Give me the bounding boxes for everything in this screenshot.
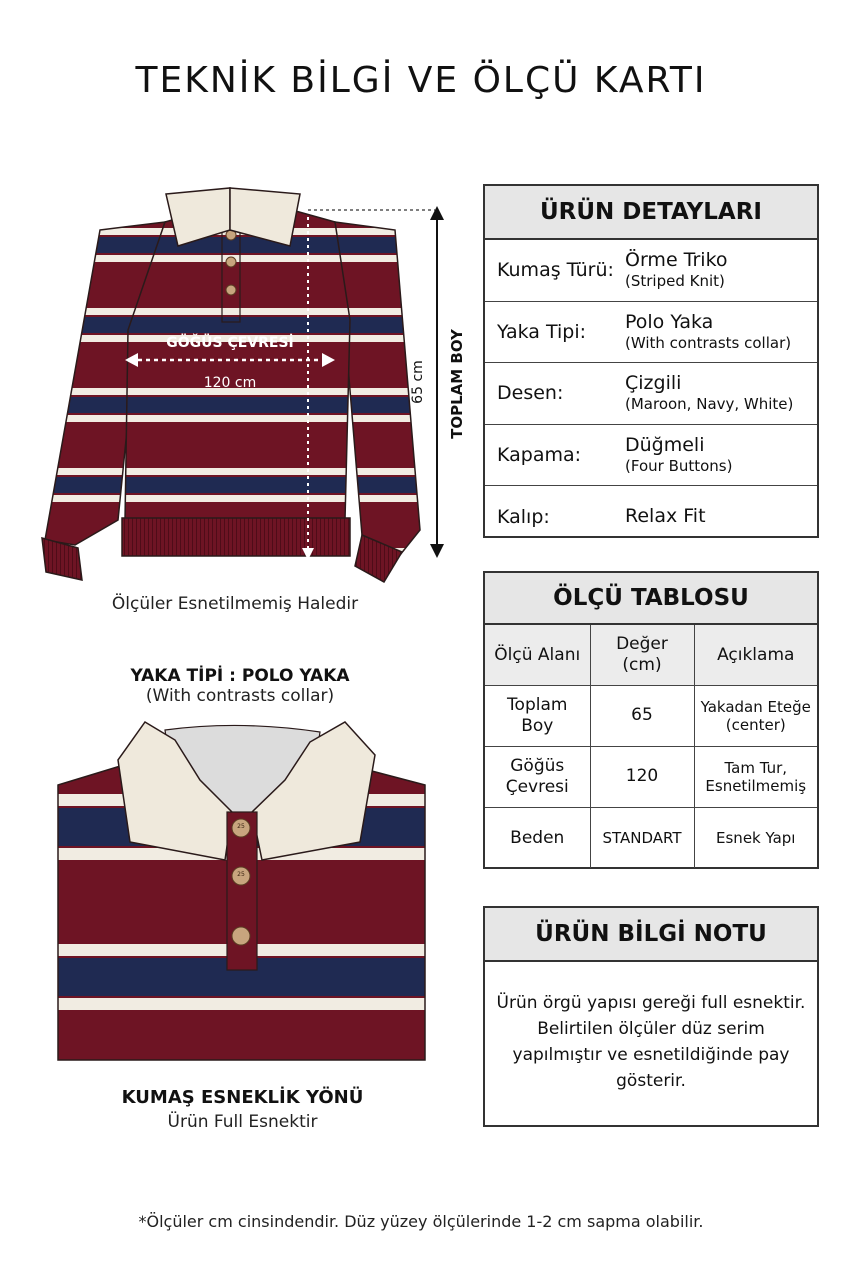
detail-row-collar [485, 302, 817, 364]
table-cell-area: Beden [485, 807, 590, 868]
chest-value: 120 cm [203, 375, 257, 391]
note-line: Ürün örgü yapısı gereği full esnektir. [496, 993, 806, 1013]
detail-value: Örme Triko [625, 249, 728, 272]
detail-subvalue: (Four Buttons) [625, 456, 733, 475]
column-header-value: Değer (cm) [590, 625, 694, 685]
detail-subvalue: (Striped Knit) [625, 272, 725, 291]
note-line: yapılmıştır ve esnetildiğinde pay [512, 1045, 790, 1065]
table-row [485, 685, 817, 746]
size-table-title: ÖLÇÜ TABLOSU [485, 573, 817, 625]
table-row [485, 746, 817, 807]
table-cell-value: STANDART [590, 807, 694, 868]
detail-key: Kalıp: [497, 505, 550, 528]
detail-key: Desen: [497, 382, 564, 405]
detail-row-pattern [485, 363, 817, 425]
detail-key: Yaka Tipi: [497, 320, 587, 343]
column-header-area: Ölçü Alanı [485, 625, 590, 685]
table-cell-value: 120 [590, 746, 694, 807]
info-note-title: ÜRÜN BİLGİ NOTU [485, 908, 817, 962]
column-header-description: Açıklama [694, 625, 817, 685]
table-cell-description: Esnek Yapı [716, 828, 796, 847]
collar-subtitle: (With contrasts collar) [145, 686, 335, 706]
table-cell-description: Yakadan Eteğe (center) [694, 685, 817, 746]
product-details-title: ÜRÜN DETAYLARI [485, 186, 817, 240]
detail-key: Kapama: [497, 443, 582, 466]
collar-closeup-illustration [55, 715, 430, 1065]
detail-row-fit [485, 486, 817, 548]
size-table-header-row [485, 625, 817, 685]
sweater-caption: Ölçüler Esnetilmemiş Haledir [111, 594, 359, 614]
table-cell-description: Tam Tur, Esnetilmemiş [694, 746, 817, 807]
table-cell-value: 65 [590, 685, 694, 746]
detail-value: Düğmeli [625, 433, 705, 456]
stretch-note: Ürün Full Esnektir [167, 1112, 318, 1132]
chest-label: GÖĞÜS ÇEVRESİ [166, 335, 294, 351]
detail-subvalue: (Maroon, Navy, White) [625, 395, 794, 414]
detail-value: Çizgili [625, 372, 682, 395]
info-note-text [485, 962, 817, 1094]
length-value: 65 cm [410, 360, 426, 404]
page-title: TEKNİK BİLGİ VE ÖLÇÜ KARTI [135, 60, 707, 101]
table-cell-area: Toplam Boy [485, 685, 590, 746]
button-mark: 25 [237, 823, 245, 830]
detail-subvalue: (With contrasts collar) [625, 333, 792, 352]
detail-key: Kumaş Türü: [497, 259, 614, 282]
stretch-direction-label: KUMAŞ ESNEKLİK YÖNÜ [121, 1087, 364, 1108]
detail-value: Relax Fit [625, 504, 706, 527]
size-table-panel [483, 571, 819, 869]
detail-row-closure [485, 425, 817, 487]
note-line: gösterir. [616, 1071, 686, 1091]
detail-row-fabric [485, 240, 817, 302]
detail-value: Polo Yaka [625, 310, 714, 333]
collar-title: YAKA TİPİ : POLO YAKA [130, 666, 350, 686]
product-details-panel [483, 184, 819, 538]
note-line: Belirtilen ölçüler düz serim [537, 1019, 765, 1039]
size-table [485, 625, 817, 868]
info-note-panel [483, 906, 819, 1127]
table-row [485, 807, 817, 868]
button-mark: 25 [237, 871, 245, 878]
footnote: *Ölçüler cm cinsindendir. Düz yüzey ölçülerinde 1-2 cm sapma olabilir. [138, 1212, 704, 1231]
table-cell-area: Göğüs Çevresi [485, 746, 590, 807]
length-label: TOPLAM BOY [448, 329, 466, 439]
